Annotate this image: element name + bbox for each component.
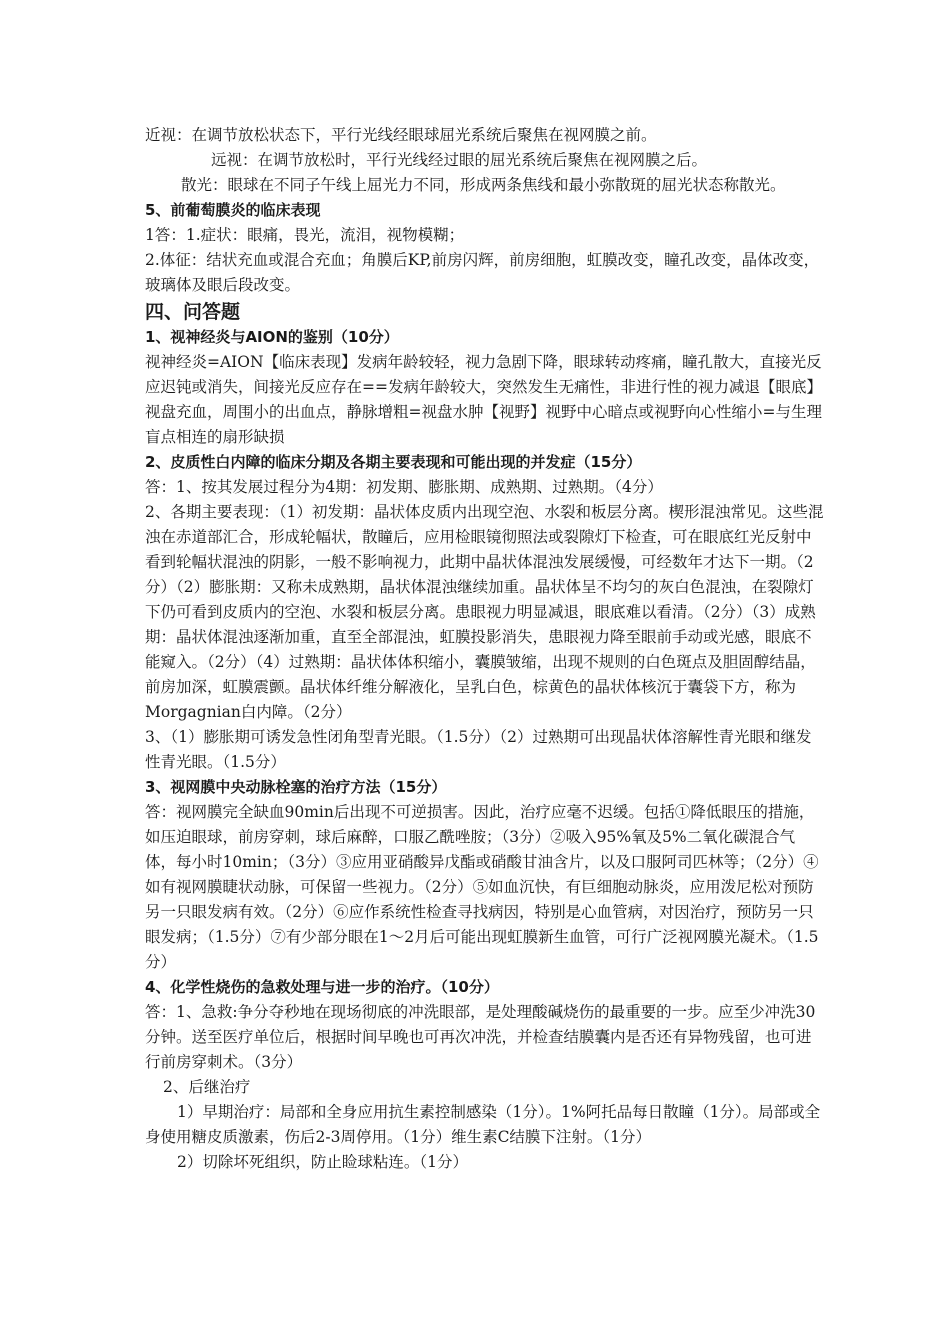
paragraph: 2）切除坏死组织，防止睑球粘连。（1分） [177, 1153, 468, 1171]
paragraph: 3、（1）膨胀期可诱发急性闭角型青光眼。（1.5分）（2）过熟期可出现晶状体溶解性青光眼和继发性青光眼。（1.5分） [145, 728, 812, 771]
section-heading: 3、视网膜中央动脉栓塞的治疗方法（15分） [145, 778, 447, 796]
paragraph: 远视：在调节放松时，平行光线经过眼的屈光系统后聚焦在视网膜之后。 [211, 151, 708, 169]
paragraph: 答：1、急救:争分夺秒地在现场彻底的冲洗眼部，是处理酸碱烧伤的最重要的一步。应至少冲洗30分钟。送至医疗单位后，根据时间早晚也可再次冲洗，并检查结膜囊内是否还有异物残留，也可进行前房穿刺术。（3分） [145, 1003, 816, 1071]
paragraph: 答：1、按其发展过程分为4期：初发期、膨胀期、成熟期、过熟期。（4分） [145, 478, 663, 496]
paragraph: 散光：眼球在不同子午线上屈光力不同，形成两条焦线和最小弥散斑的屈光状态称散光。 [181, 176, 786, 194]
section-heading: 5、前葡萄膜炎的临床表现 [145, 201, 321, 219]
document-page [145, 123, 825, 1175]
paragraph: 1）早期治疗：局部和全身应用抗生素控制感染（1分）。1%阿托品每日散瞳（1分）。局部或全身使用糖皮质激素，伤后2-3周停用。（1分）维生素C结膜下注射。（1分） [145, 1103, 821, 1146]
paragraph: 1答：1.症状：眼痛，畏光，流泪，视物模糊； [145, 226, 465, 244]
section-heading: 1、视神经炎与AION的鉴别（10分） [145, 328, 399, 346]
paragraph: 2.体征：结状充血或混合充血；角膜后KP,前房闪辉，前房细胞，虹膜改变，瞳孔改变，晶体改变，玻璃体及眼后段改变。 [145, 251, 820, 294]
paragraph: 2、后继治疗 [163, 1078, 251, 1096]
paragraph: 视神经炎=AION【临床表现】发病年龄较轻，视力急剧下降，眼球转动疼痛，瞳孔散大，直接光反应迟钝或消失，间接光反应存在==发病年龄较大，突然发生无痛性，非进行性的视力减退【眼底】视盘充血，周围小的出血点，静脉增粗=视盘水肿【视野】视野中心暗点或视野向心性缩小=与生理盲点相连的扇形缺损 [145, 353, 822, 446]
paragraph: 近视：在调节放松状态下，平行光线经眼球屈光系统后聚焦在视网膜之前。 [145, 126, 657, 144]
paragraph: 答：视网膜完全缺血90min后出现不可逆损害。因此，治疗应毫不迟缓。包括①降低眼压的措施，如压迫眼球，前房穿刺，球后麻醉，口服乙酰唑胺；（3分）②吸入95%氧及5%二氧化碳混合气体，每小时10min；（3分）③应用亚硝酸异戊酯或硝酸甘油含片，以及口服阿司匹林等；（2分）④如有视网膜睫状动脉，可保留一些视力。（2分）⑤如血沉快，有巨细胞动脉炎，应用泼尼松对预防另一只眼发病有效。（2分）⑥应作系统性检查寻找病因，特别是心血管病，对因治疗，预防另一只眼发病；（1.5分）⑦有少部分眼在1～2月后可能出现虹膜新生血管，可行广泛视网膜光凝术。（1.5分） [145, 803, 819, 971]
section-heading: 4、化学性烧伤的急救处理与进一步的治疗。（10分） [145, 978, 499, 996]
section-heading: 2、皮质性白内障的临床分期及各期主要表现和可能出现的并发症（15分） [145, 453, 642, 471]
paragraph: 2、各期主要表现：（1）初发期：晶状体皮质内出现空泡、水裂和板层分离。楔形混浊常见。这些混浊在赤道部汇合，形成轮幅状，散瞳后，应用检眼镜彻照法或裂隙灯下检查，可在眼底红光反射中看到轮幅状混浊的阴影，一般不影响视力，此期中晶状体混浊发展缓慢，可经数年才达下一期。（2分）（2）膨胀期：又称未成熟期，晶状体混浊继续加重。晶状体呈不均匀的灰白色混浊，在裂隙灯下仍可看到皮质内的空泡、水裂和板层分离。患眼视力明显减退，眼底难以看清。（2分）（3）成熟期：晶状体混浊逐渐加重，直至全部混浊，虹膜投影消失，患眼视力降至眼前手动或光感，眼底不能窥入。（2分）（4）过熟期：晶状体体积缩小，囊膜皱缩，出现不规则的白色斑点及胆固醇结晶，前房加深，虹膜震颤。晶状体纤维分解液化，呈乳白色，棕黄色的晶状体核沉于囊袋下方，称为Morgagnian白内障。（2分） [145, 503, 824, 721]
section-heading: 四、问答题 [145, 301, 241, 323]
